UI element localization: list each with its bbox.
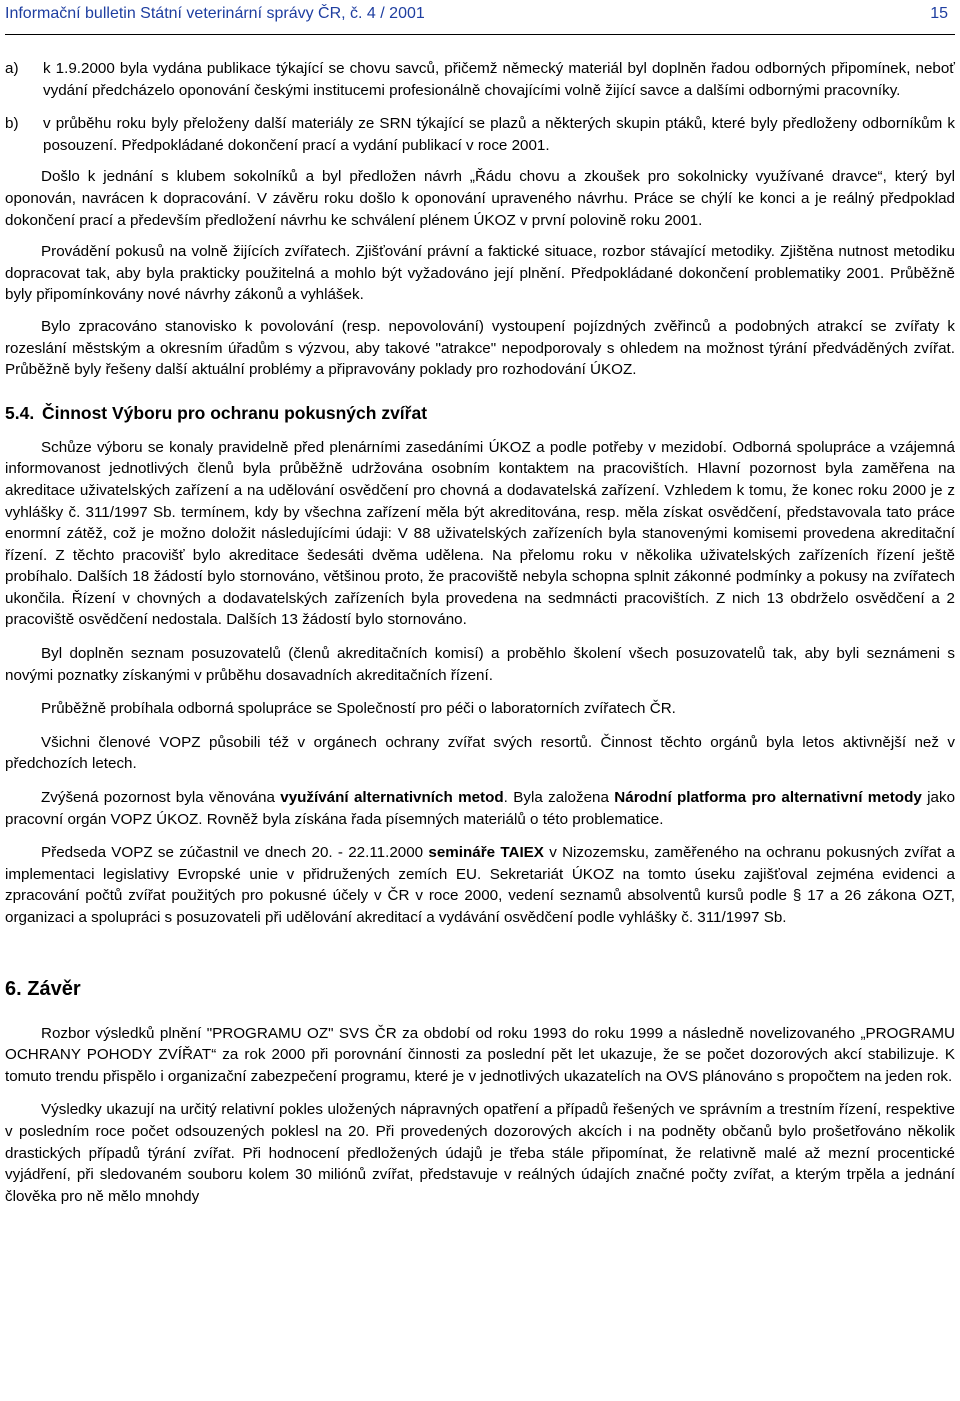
paragraph: Došlo k jednání s klubem sokolníků a byl předložen návrh „Řádu chovu a zkoušek pro sokolnicky využívané dravce“, který byl oponován, navrácen k dopracování. V závěru roku došlo k oponování upraveného návrhu. Práce se chýlí ke konci a je reálný předpoklad dokončení prací a především předložení návrhu ke schválení plénem ÚKOZ v první polovině roku 2001. bbox=[5, 168, 955, 229]
paragraph bbox=[5, 787, 955, 830]
text-run: Zvýšená pozornost byla věnována bbox=[41, 789, 281, 807]
document-body bbox=[5, 58, 955, 1207]
section-number: 5.4. bbox=[5, 402, 35, 423]
list-text: v průběhu roku byly přeloženy další materiály ze SRN týkající se plazů a některých skupin ptáků, které byly předloženy odborníkům k posouzení. Předpokládané dokončení prací a vydání publikací v roce 2001. bbox=[43, 115, 955, 154]
list-label: b) bbox=[5, 115, 19, 133]
text-run: Předseda VOPZ se zúčastnil ve dnech 20. - 22.11.2000 bbox=[41, 844, 429, 862]
paragraph: Výsledky ukazují na určitý relativní pokles uložených nápravných opatření a případů řešených ve správním a trestním řízení, respektive v posledním roce počet odsouzených poklesl na 20. Při provedených dozorových akcích i na podněty občanů bylo prošetřováno několik drastických případů týrání zvířat. Při hodnocení předložených údajů je třeba stále připomínat, že relativně malé až mezní procentické vyjádření, při sledovaném souboru kolem 30 miliónů zvířat, představuje v reálných údajích značné počty zvířat, a kterým trpěla a jednání člověka pro ně mělo mnohdy bbox=[5, 1101, 955, 1205]
paragraph bbox=[5, 842, 955, 928]
paragraph: Provádění pokusů na volně žijících zvířatech. Zjišťování právní a faktické situace, rozbor stávající metodiky. Zjištěna nutnost metodiku dopracovat tak, aby byla prakticky použitelná a mohlo být vyžadováno její plnění. Předpokládané dokončení problematiky 2001. Průběžně byly připomínkovány nové návrhy zákonů a vyhlášek. bbox=[5, 243, 955, 304]
list-text: k 1.9.2000 byla vydána publikace týkající se chovu savců, přičemž německý materiál byl doplněn řadou odborných připomínek, neboť vydání předcházelo oponování českými institucemi profesionálně chovajícími volně žijící savce a dalšími odbornými pracovníky. bbox=[43, 60, 955, 99]
text-run: jako pracovní orgán VOPZ ÚKOZ. Rovněž byla získána řada písemných materiálů o této problematice. bbox=[5, 789, 956, 828]
section-title: Činnost Výboru pro ochranu pokusných zvířat bbox=[42, 402, 428, 423]
section-heading-5-4 bbox=[5, 401, 955, 425]
paragraph: Rozbor výsledků plnění "PROGRAMU OZ" SVS ČR za období od roku 1993 do roku 1999 a následně novelizovaného „PROGRAMU OCHRANY POHODY ZVÍŘAT“ za rok 2000 při porovnání činnosti za poslední pět let ukazuje, že se počet dozorových akcí stabilizuje. K tomuto trendu přispělo i organizační zabezpečení programu, které je v jednotlivých ukazatelích na OVS plánováno s propočtem na jeden rok. bbox=[5, 1024, 955, 1085]
paragraph: Byl doplněn seznam posuzovatelů (členů akreditačních komisí) a proběhlo školení všech posuzovatelů tak, aby byli seznámeni s novými poznatky získanými v průběhu dosavadních akreditačních řízení. bbox=[5, 645, 955, 684]
page-header bbox=[5, 0, 955, 35]
text-run: . Byla založena bbox=[503, 789, 615, 807]
section-heading-6 bbox=[5, 975, 955, 1003]
section-number: 6. bbox=[5, 977, 22, 1000]
list-item-b bbox=[5, 113, 955, 156]
list-label: a) bbox=[5, 60, 19, 77]
emphasis-text: semináře TAIEX bbox=[428, 844, 544, 862]
paragraph: Bylo zpracováno stanovisko k povolování (resp. nepovolování) vystoupení pojízdných zvěřinců a podobných atrakcí se zvířaty k rozeslání městským a okresním úřadům s výzvou, aby takové "atrakce" nepodporovaly s ohledem na možnost týrání předváděných zvířat. Průběžně byly řešeny další aktuální problémy a připravovány poklady pro rozhodování ÚKOZ. bbox=[5, 317, 955, 379]
paragraph: Schůze výboru se konaly pravidelně před plenárními zasedáními ÚKOZ a podle potřeby v mezidobí. Odborná spolupráce a vzájemná informovanost jednotlivých členů byla průběžně udržována osobním kontaktem na pracovištích. Hlavní pozornost byla zaměřena na akreditace uživatelských zařízení a na udělování osvědčení pro chovná a dodavatelská zařízení. Vzhledem k tomu, že konec roku 2000 je z vyhlášky č. 311/1997 Sb. termínem, kdy by všechna zařízení měla být akreditována, resp. měla získat osvědčení, představovala tato práce enormní zátěž, což je možno doložit následujícími údaji: V 88 uživatelských zařízeních byla stanovenými komisemi provedena akreditační řízení. Z těchto pracovišť bylo akreditace šedesáti dvěma udělena. Na přelomu roku v několika uživatelských zařízeních řízení ještě probíhalo. Dalších 18 žádostí bylo stornováno, většinou proto, že pracoviště nebyla schopna splnit zákonné podmínky a pokusy na zvířatech ukončila. Řízení v chovných a dodavatelských zařízeních byla provedena na sedmnácti pracovištích. Z nich 13 obdrželo osvědčení a 2 pracoviště osvědčení nedostala. Dalších 13 žádostí bylo stornováno. bbox=[5, 438, 955, 629]
paragraph: Všichni členové VOPZ působili též v orgánech ochrany zvířat svých resortů. Činnost těchto orgánů byla letos aktivnější než v předchozích letech. bbox=[5, 733, 955, 773]
paragraph: Průběžně probíhala odborná spolupráce se Společností pro péči o laboratorních zvířatech ČR. bbox=[41, 700, 676, 718]
list-item-a bbox=[5, 58, 955, 101]
emphasis-text: Národní platforma pro alternativní metody bbox=[614, 789, 922, 807]
emphasis-text: využívání alternativních metod bbox=[280, 789, 504, 807]
page-number: 15 bbox=[930, 5, 948, 22]
bulletin-title: Informační bulletin Státní veterinární správy ČR, č. 4 / 2001 bbox=[5, 5, 425, 22]
section-title: Závěr bbox=[27, 977, 81, 1000]
text-run: v Nizozemsku, zaměřeného na ochranu pokusných zvířat a implementaci legislativy Evropské unie v přidružených zemích EU. Sekretariát ÚKOZ na tomto úseku zajišťoval zejména evidenci a zpracování počtů zvířat použitých pro pokusné účely v ČR v roce 2000, vedení seznamů absolventů kursů podle § 17 a 26 zákona OZT, organizaci a spolupráci s posuzovateli při udělování akreditací a vydávání osvědčení podle vyhlášky č. 311/1997 Sb. bbox=[5, 844, 955, 926]
